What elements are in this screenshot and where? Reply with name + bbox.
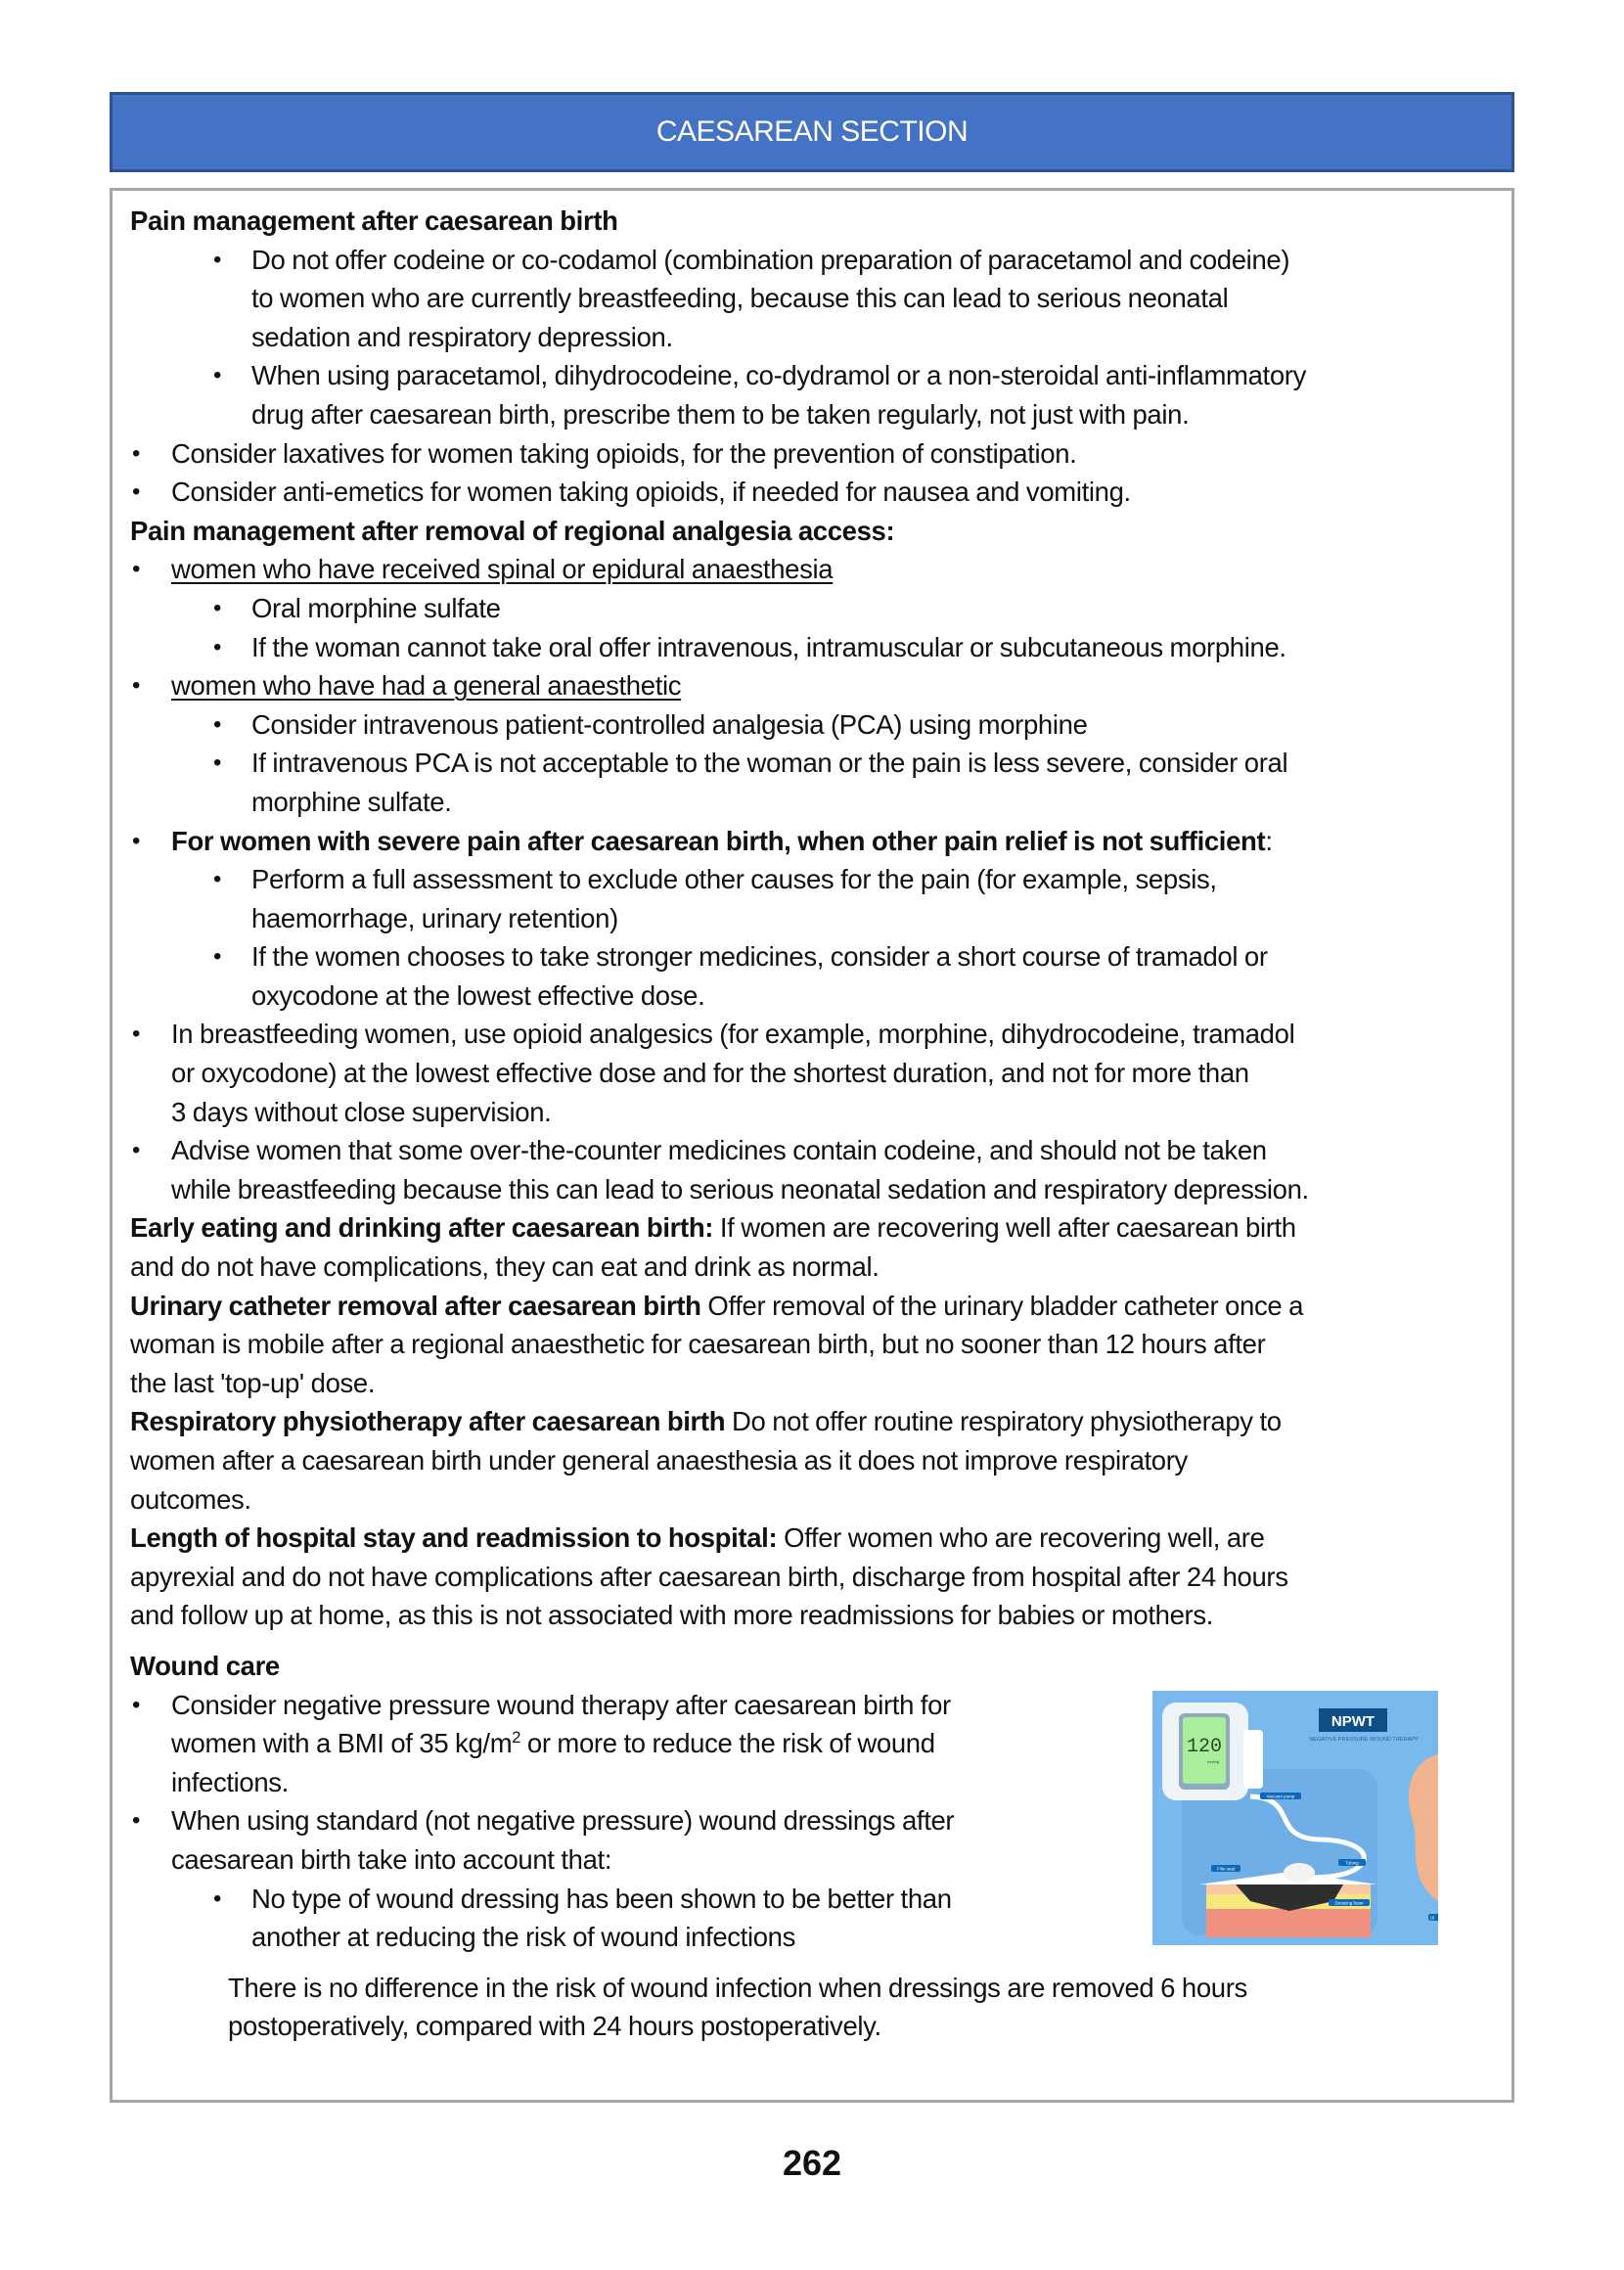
bullet-icon: • (132, 672, 141, 700)
list-group: • women who have received spinal or epidural anaesthesia (113, 550, 1511, 589)
paragraph-cont: woman is mobile after a regional anaesthetic for caesarean birth, but no sooner than 12 hours after (130, 1329, 1266, 1360)
list-group: • For women with severe pain after caesarean birth, when other pain relief is not sufficient: (113, 822, 1511, 861)
paragraph-early-eating: Early eating and drinking after caesarean birth: If women are recovering well after caesarean birth (130, 1212, 1296, 1244)
label-cut-off: Ul (1430, 1915, 1435, 1921)
list-item: • When using paracetamol, dihydrocodeine, co-dydramol or a non-steroidal anti-inflammatory (113, 356, 1511, 395)
bullet-icon: • (213, 866, 222, 893)
bullet-icon: • (213, 594, 222, 621)
list-item-cont: oxycodone at the lowest effective dose. (251, 979, 705, 1011)
bullet-icon: • (213, 362, 222, 389)
list-item-cont: while breastfeeding because this can lead to serious neonatal sedation and respiratory depression. (171, 1173, 1309, 1204)
section-header (110, 92, 1514, 172)
note-line: There is no difference in the risk of wound infection when dressings are removed 6 hours (228, 1972, 1247, 2003)
bullet-icon: • (213, 943, 222, 971)
list-item: • Consider negative pressure wound therapy after caesarean birth for (113, 1686, 1511, 1725)
list-item: • If the woman cannot take oral offer intravenous, intramuscular or subcutaneous morphine. (113, 628, 1511, 667)
list-item-cont: morphine sulfate. (251, 786, 452, 817)
list-item-cont: caesarean birth take into account that: (171, 1843, 612, 1875)
bullet-icon: • (213, 1884, 222, 1912)
list-item-cont: haemorrhage, urinary retention) (251, 902, 618, 933)
pump-display-value: 120 (1186, 1736, 1223, 1758)
note-line: postoperatively, compared with 24 hours postoperatively. (228, 2011, 881, 2042)
bullet-icon: • (132, 478, 141, 506)
list-item-cont: another at reducing the risk of wound infections (251, 1922, 796, 1953)
content-box (110, 188, 1514, 2103)
label-vacuum-pump: Vacuum pump (1266, 1793, 1295, 1799)
bullet-icon: • (132, 556, 141, 583)
npwt-subtitle: NEGATIVE PRESSURE WOUND THERAPY (1309, 1737, 1419, 1743)
bullet-icon: • (213, 633, 222, 660)
paragraph-hospital-stay: Length of hospital stay and readmission to hospital: Offer women who are recovering well, are (130, 1522, 1265, 1554)
paragraph-cont: the last 'top-up' dose. (130, 1367, 376, 1398)
bullet-icon: • (132, 1021, 141, 1048)
npwt-illustration (1152, 1691, 1438, 1945)
list-item-cont: infections. (171, 1766, 289, 1797)
list-item: • In breastfeeding women, use opioid analgesics (for example, morphine, dihydrocodeine, tramadol (113, 1015, 1511, 1054)
bullet-icon: • (213, 246, 222, 273)
paragraph-cont: outcomes. (130, 1483, 251, 1515)
list-item-cont: women with a BMI of 35 $kg/m^2$ or more to reduce the risk of wound (171, 1728, 935, 1759)
npwt-title: NPWT (1331, 1713, 1376, 1730)
spacer (113, 1635, 1511, 1647)
paragraph-cont: and follow up at home, as this is not associated with more readmissions for babies or mothers. (130, 1600, 1214, 1631)
bullet-icon: • (132, 1807, 141, 1835)
list-item: • Do not offer codeine or co-codamol (combination preparation of paracetamol and codeine) (113, 241, 1511, 280)
list-group: • women who have had a general anaesthetic (113, 666, 1511, 705)
npwt-diagram (1152, 1691, 1438, 1945)
spacer (113, 1957, 1511, 1969)
section-title: CAESAREAN SECTION (655, 115, 969, 148)
list-item-cont: or oxycodone) at the lowest effective dose and for the shortest duration, and not for more than (171, 1058, 1249, 1089)
label-dressing-foam: Dressing foam (1334, 1900, 1364, 1906)
heading-pain-after-regional: Pain management after removal of regional analgesia access: (130, 515, 895, 546)
bullet-icon: • (132, 439, 141, 467)
heading-pain-after-cs: Pain management after caesarean birth (130, 205, 618, 236)
heading-wound-care: Wound care (130, 1650, 280, 1681)
list-item: • Oral morphine sulfate (113, 589, 1511, 628)
list-item: • Consider laxatives for women taking opioids, for the prevention of constipation. (113, 434, 1511, 474)
pump-side (1243, 1730, 1263, 1789)
port-connector (1284, 1863, 1315, 1883)
label-film-seal: Film seal (1216, 1866, 1236, 1872)
list-item: • Advise women that some over-the-counter medicines contain codeine, and should not be taken (113, 1131, 1511, 1170)
paragraph-urinary-catheter: Urinary catheter removal after caesarean birth Offer removal of the urinary bladder catheter once a (130, 1290, 1304, 1321)
list-item: • If the women chooses to take stronger medicines, consider a short course of tramadol or (113, 937, 1511, 976)
bullet-icon: • (132, 1691, 141, 1718)
paragraph-cont: women after a caesarean birth under general anaesthesia as it does not improve respiratory (130, 1445, 1188, 1476)
list-item: • If intravenous PCA is not acceptable to the woman or the pain is less severe, consider oral (113, 744, 1511, 783)
list-item: • Consider anti-emetics for women taking opioids, if needed for nausea and vomiting. (113, 473, 1511, 512)
paragraph-respiratory: Respiratory physiotherapy after caesarean birth Do not offer routine respiratory physiotherapy to (130, 1406, 1282, 1437)
paragraph-cont: and do not have complications, they can eat and drink as normal. (130, 1251, 880, 1283)
bullet-icon: • (132, 1137, 141, 1164)
list-item: • Consider intravenous patient-controlled analgesia (PCA) using morphine (113, 705, 1511, 745)
list-item: • Perform a full assessment to exclude other causes for the pain (for example, sepsis, (113, 860, 1511, 899)
list-item: • When using standard (not negative pressure) wound dressings after (113, 1801, 1511, 1840)
page-number: 262 (782, 2143, 842, 2183)
list-item-cont: sedation and respiratory depression. (251, 321, 673, 352)
list-item-cont: 3 days without close supervision. (171, 1096, 552, 1127)
list-item-cont: drug after caesarean birth, prescribe them to be taken regularly, not just with pain. (251, 398, 1190, 430)
paragraph-cont: apyrexial and do not have complications after caesarean birth, discharge from hospital after 24 hours (130, 1561, 1288, 1592)
list-item-cont: to women who are currently breastfeeding, because this can lead to serious neonatal (251, 283, 1229, 314)
pump-display-unit: mmHg (1207, 1759, 1219, 1764)
bullet-icon: • (213, 749, 222, 777)
bullet-icon: • (132, 827, 141, 854)
list-item: • No type of wound dressing has been shown to be better than (113, 1880, 1511, 1919)
label-tubing: Tubing (1345, 1860, 1359, 1866)
bullet-icon: • (213, 710, 222, 738)
